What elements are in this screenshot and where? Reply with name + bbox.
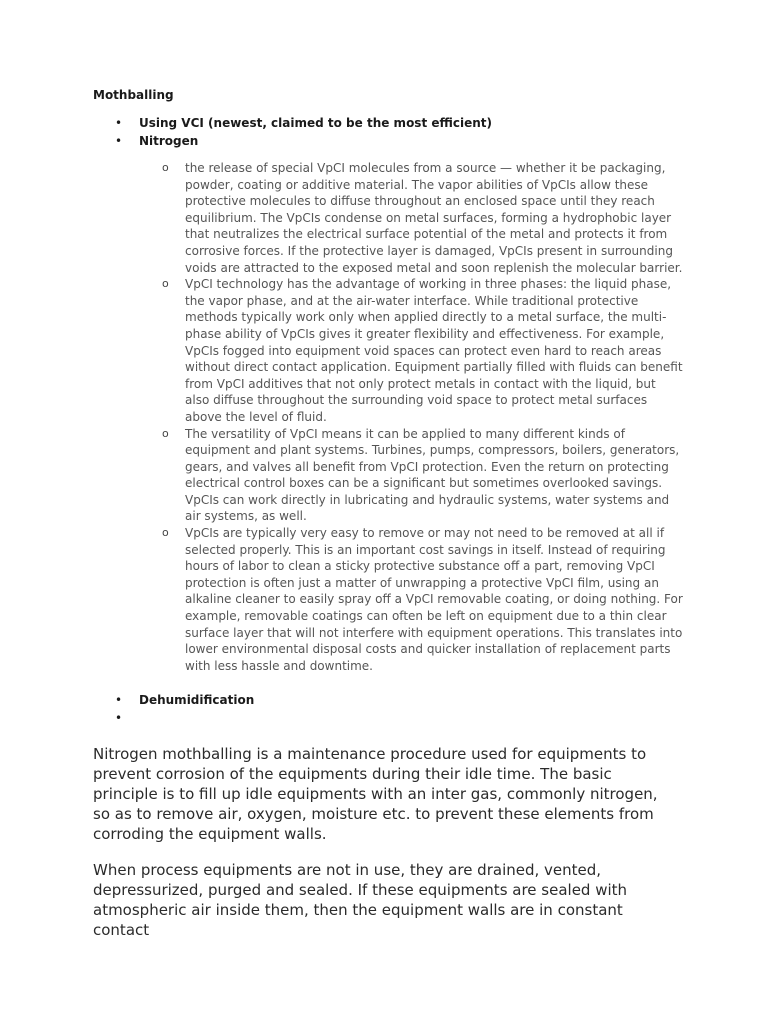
sub-bullet-marker: o bbox=[162, 426, 169, 440]
bullet-marker: • bbox=[115, 693, 123, 707]
sub-bullet-text: VpCIs are typically very easy to remove or may not need to be removed at all if selected properly. This is an important cost savings in itself. Instead of requiring hours of labor to clean a sticky protective substance off a part, removing VpCI protection is often just a matter of unwrapping a protective VpCI film, using an alkaline cleaner to easily spray off a VpCI removable coating, or doing nothing. For example, removable coatings can often be left on equipment due to a thin clear surface layer that will not interfere with equipment operations. This translates into lower environmental disposal costs and quicker installation of replacement parts with less hassle and downtime. bbox=[185, 526, 683, 673]
bullet-text: Nitrogen bbox=[139, 134, 199, 148]
sub-bullet-item bbox=[93, 426, 683, 526]
sub-bullet-marker: o bbox=[162, 277, 169, 291]
sub-bullet-item bbox=[93, 160, 683, 276]
paragraph-text: When process equipments are not in use, they are drained, vented, depressurized, purged and sealed. If these equipments are sealed with atmospheric air inside them, then the equipment walls are in constant contact bbox=[93, 861, 628, 939]
sub-bullet-item bbox=[93, 525, 683, 674]
bullet-item bbox=[93, 132, 693, 150]
body-paragraph bbox=[93, 744, 663, 844]
bullet-marker: • bbox=[115, 116, 123, 130]
section-heading: Mothballing bbox=[93, 88, 174, 102]
paragraph-text: Nitrogen mothballing is a maintenance procedure used for equipments to prevent corrosion of the equipments during their idle time. The basic principle is to fill up idle equipments with an inter gas, commonly nitrogen, so as to remove air, oxygen, moisture etc. to prevent these elements from corroding the equipment walls. bbox=[93, 745, 658, 843]
sub-bullet-text: VpCI technology has the advantage of working in three phases: the liquid phase, the vapor phase, and at the air-water interface. While traditional protective methods typically work only when applied directly to a metal surface, the multi-phase ability of VpCIs gives it greater flexibility and effectiveness. For example, VpCIs fogged into equipment void spaces can protect even hard to reach areas without direct contact application. Equipment partially filled with fluids can benefit from VpCI additives that not only protect metals in contact with the liquid, but also diffuse throughout the surrounding void space to protect metal surfaces above the level of fluid. bbox=[185, 277, 683, 424]
sub-bullet-text: The versatility of VpCI means it can be applied to many different kinds of equipment and plant systems. Turbines, pumps, compressors, boilers, generators, gears, and valves all benefit from VpCI protection. Even the return on protecting electrical control boxes can be a significant but sometimes overlooked savings. VpCIs can work directly in lubricating and hydraulic systems, water systems and air systems, as well. bbox=[185, 426, 680, 524]
sub-bullet-text: the release of special VpCI molecules from a source — whether it be packaging, powder, coating or additive material. The vapor abilities of VpCIs allow these protective molecules to diffuse throughout an enclosed space until they reach equilibrium. The VpCIs condense on metal surfaces, forming a hydrophobic layer that neutralizes the electrical surface potential of the metal and protects it from corrosive forces. If the protective layer is damaged, VpCIs present in surrounding voids are attracted to the exposed metal and soon replenish the molecular barrier. bbox=[185, 161, 683, 275]
bullet-marker: • bbox=[115, 134, 123, 148]
bullet-list bbox=[93, 114, 693, 150]
sub-bullet-item bbox=[93, 276, 683, 425]
bullet-item bbox=[93, 691, 693, 709]
sub-bullet-marker: o bbox=[162, 526, 169, 540]
bullet-item bbox=[93, 114, 693, 132]
bullet-list-continued bbox=[93, 691, 693, 725]
sub-bullet-marker: o bbox=[162, 161, 169, 174]
bullet-text: Using VCI (newest, claimed to be the most efficient) bbox=[139, 116, 493, 130]
sub-bullet-list bbox=[93, 160, 683, 674]
bullet-marker: • bbox=[115, 711, 123, 725]
body-paragraph bbox=[93, 860, 663, 940]
bullet-text: Dehumidification bbox=[139, 693, 255, 707]
